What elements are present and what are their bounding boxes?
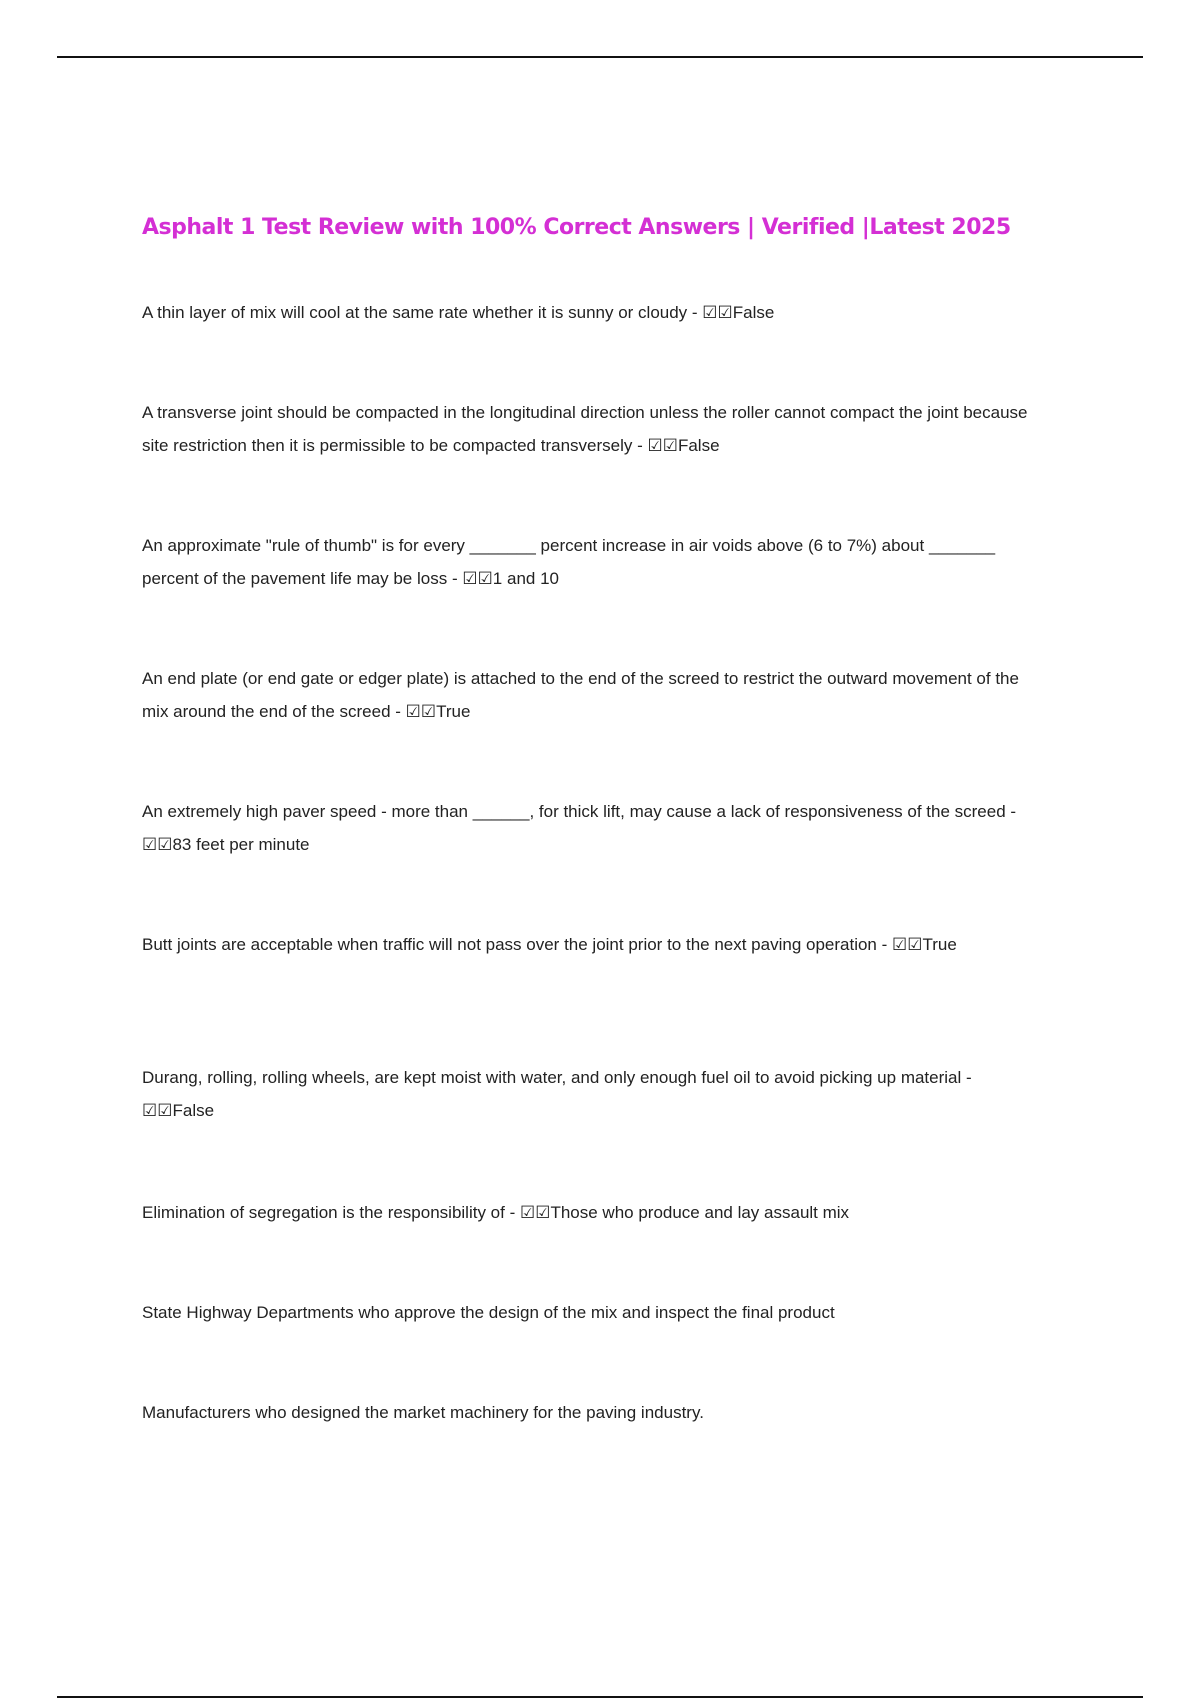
qa-item — [142, 396, 1042, 462]
qa-item — [142, 1061, 1042, 1127]
qa-item — [142, 1196, 1042, 1229]
footer-rule — [57, 1696, 1143, 1698]
answer-text: ☑☑False — [647, 436, 720, 455]
answer-text: ☑☑False — [142, 1101, 215, 1120]
answer-text: ☑☑True — [405, 702, 471, 721]
question-text: Elimination of segregation is the responsibility of - — [142, 1203, 520, 1222]
question-text: A thin layer of mix will cool at the same rate whether it is sunny or cloudy - — [142, 303, 703, 322]
question-text: An extremely high paver speed - more than ______, for thick lift, may cause a lack of responsiveness of the screed - — [142, 802, 1017, 821]
answer-text: ☑☑Those who produce and lay assault mix — [519, 1203, 850, 1222]
qa-item — [142, 529, 1042, 595]
answer-text: ☑☑1 and 10 — [462, 569, 559, 588]
document-title: Asphalt 1 Test Review with 100% Correct Answers | Verified |Latest 2025 — [142, 215, 1011, 240]
question-text: An end plate (or end gate or edger plate) is attached to the end of the screed to restrict the outward movement of the mix around the end of the screed - — [142, 669, 1019, 721]
question-text: Durang, rolling, rolling wheels, are kept moist with water, and only enough fuel oil to avoid picking up material - — [142, 1068, 972, 1087]
document-body — [142, 214, 1062, 1422]
qa-item — [142, 1296, 1042, 1329]
question-text: State Highway Departments who approve the design of the mix and inspect the final product — [142, 1303, 835, 1322]
qa-item — [142, 1396, 1042, 1429]
question-text: An approximate "rule of thumb" is for every _______ percent increase in air voids above (6 to 7%) about _______ percent of the pavement life may be loss - — [142, 536, 996, 588]
answer-text: ☑☑False — [702, 303, 775, 322]
answer-text: ☑☑83 feet per minute — [142, 835, 310, 854]
question-text: Manufacturers who designed the market machinery for the paving industry. — [142, 1403, 704, 1422]
qa-item — [142, 928, 1042, 961]
answer-text: ☑☑True — [892, 935, 957, 954]
qa-item — [142, 296, 1042, 329]
qa-item — [142, 662, 1042, 728]
question-text: A transverse joint should be compacted in the longitudinal direction unless the roller cannot compact the joint because site restriction then it is permissible to be compacted transversely - — [142, 403, 1028, 455]
question-text: Butt joints are acceptable when traffic will not pass over the joint prior to the next paving operation - — [142, 935, 892, 954]
qa-item — [142, 795, 1042, 861]
header-rule — [57, 56, 1143, 58]
